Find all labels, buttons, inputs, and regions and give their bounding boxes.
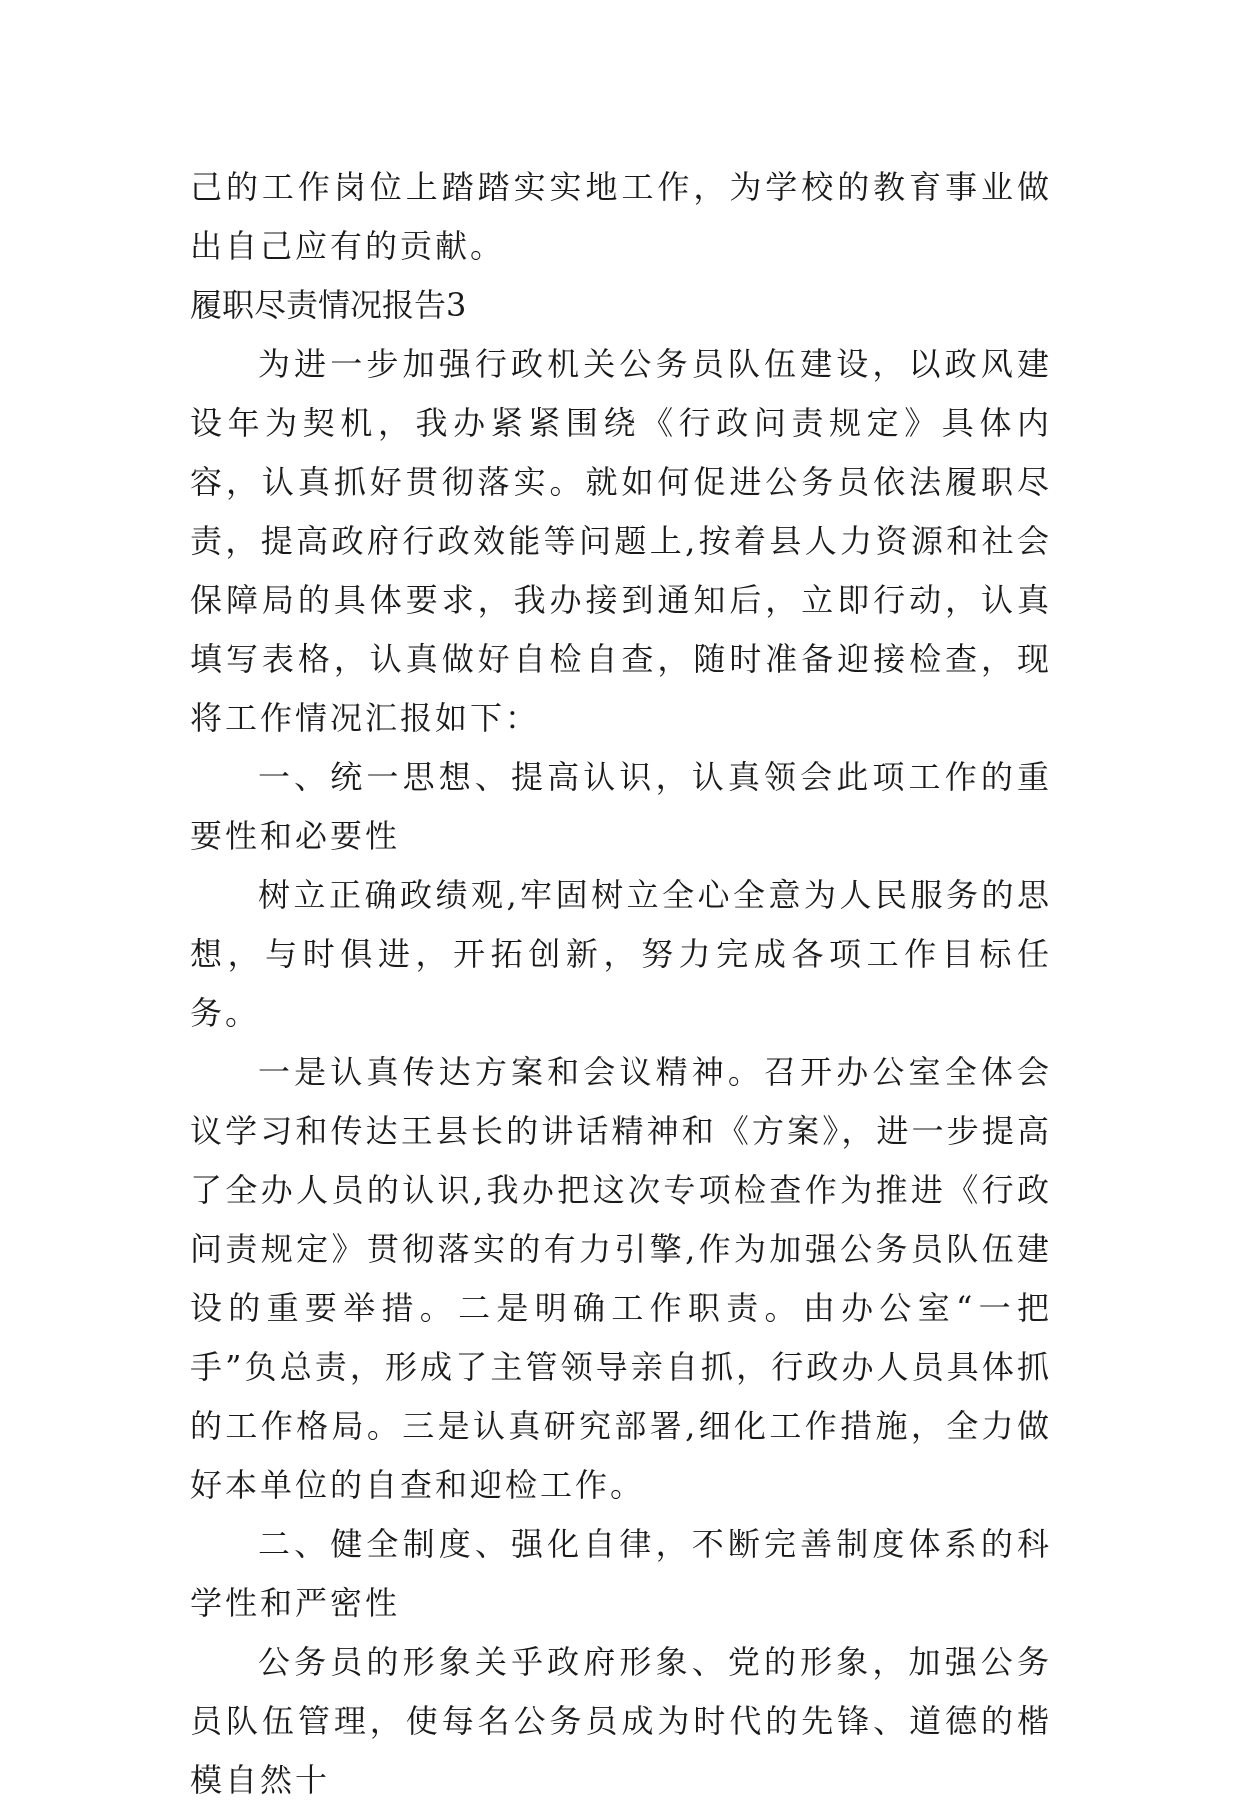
paragraph-intro: 为进一步加强行政机关公务员队伍建设，以政风建设年为契机，我办紧紧围绕《行政问责规定》具体内容，认真抓好贯彻落实。就如何促进公务员依法履职尽责，提高政府行政效能等问题上,按着县人力资源和社会保障局的具体要求，我办接到通知后，立即行动，认真填写表格，认真做好自检自查，随时准备迎接检查，现将工作情况汇报如下： xyxy=(190,345,1052,737)
subheading-two: 二、健全制度、强化自律，不断完善制度体系的科学性和严密性 xyxy=(190,1525,1052,1622)
document-body xyxy=(190,158,1052,1810)
paragraph-image: 公务员的形象关乎政府形象、党的形象，加强公务员队伍管理，使每名公务员成为时代的先锋、道德的楷模自然十 xyxy=(190,1643,1052,1799)
paragraph-measures: 一是认真传达方案和会议精神。召开办公室全体会议学习和传达王县长的讲话精神和《方案》，进一步提高了全办人员的认识,我办把这次专项检查作为推进《行政问责规定》贯彻落实的有力引擎,作为加强公务员队伍建设的重要举措。二是明确工作职责。由办公室“一把手”负总责，形成了主管领导亲自抓，行政办人员具体抓的工作格局。三是认真研究部署,细化工作措施，全力做好本单位的自查和迎检工作。 xyxy=(190,1053,1052,1504)
paragraph-political-view: 树立正确政绩观,牢固树立全心全意为人民服务的思想，与时俱进，开拓创新，努力完成各项工作目标任务。 xyxy=(190,876,1052,1032)
paragraph-continuation: 己的工作岗位上踏踏实实地工作，为学校的教育事业做出自己应有的贡献。 xyxy=(190,168,1052,265)
section-heading: 履职尽责情况报告3 xyxy=(190,286,467,324)
subheading-one: 一、统一思想、提高认识，认真领会此项工作的重要性和必要性 xyxy=(190,758,1052,855)
